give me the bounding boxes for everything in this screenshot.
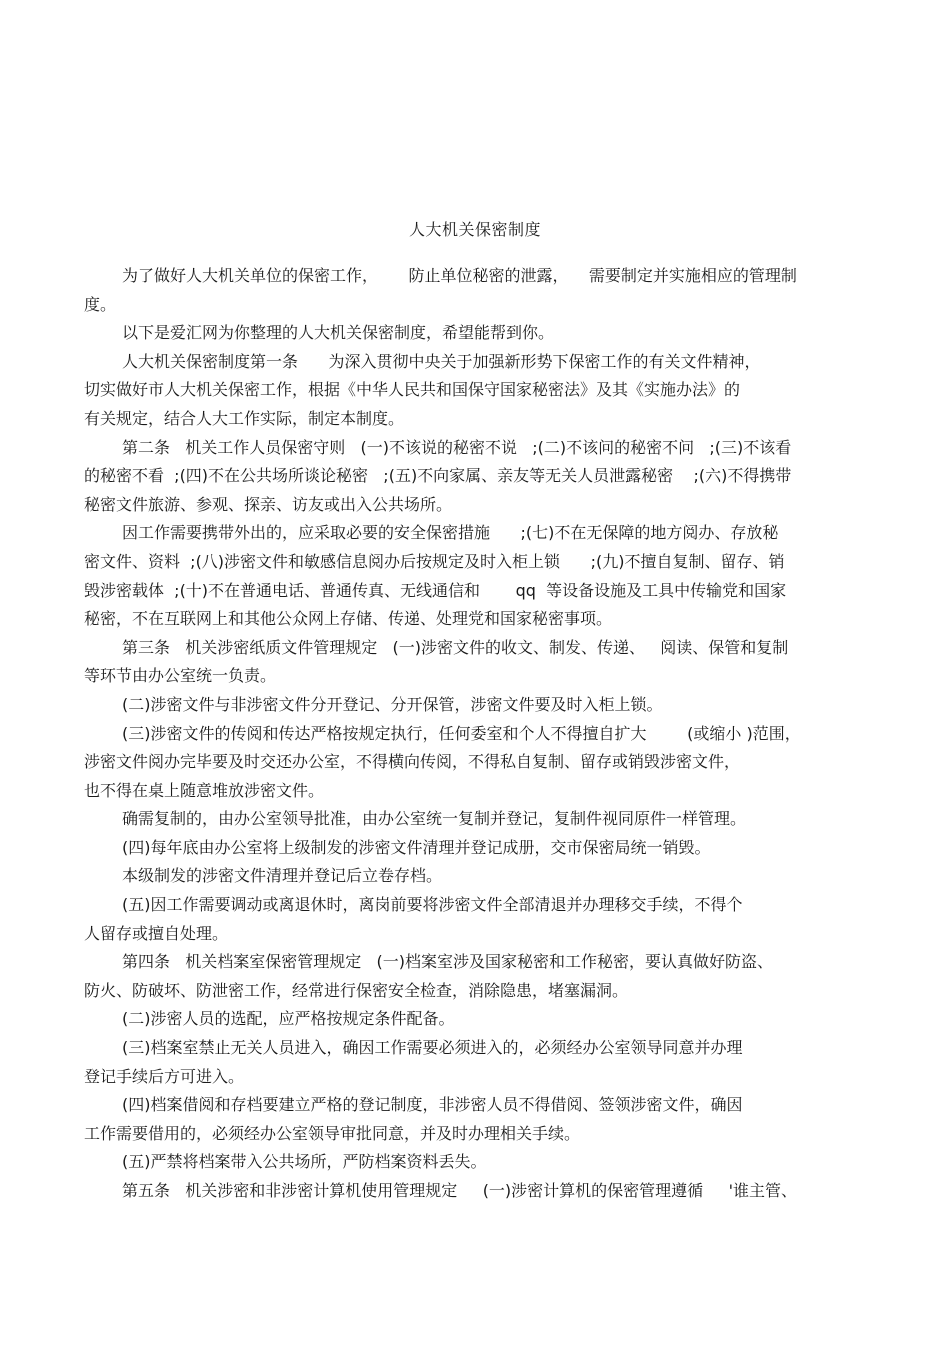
text-line: 等环节由办公室统一负责。 bbox=[84, 666, 277, 686]
text-line: (四)档案借阅和存档要建立严格的登记制度，非涉密人员不得借阅、签领涉密文件，确因 bbox=[122, 1095, 743, 1115]
text-line: 以下是爱汇网为你整理的人大机关保密制度，希望能帮到你。 bbox=[122, 323, 555, 343]
text-line: (三)涉密文件的传阅和传达严格按规定执行，任何委室和个人不得擅自扩大 (或缩小 )范围， bbox=[122, 723, 801, 743]
text-line: 毁涉密载体 ;(十)不在普通电话、普通传真、无线通信和 qq 等设备设施及工具中传输党和国家 bbox=[84, 580, 787, 600]
text-line: 为了做好人大机关单位的保密工作， 防止单位秘密的泄露， 需要制定并实施相应的管理制 bbox=[122, 266, 797, 285]
text-line: 第二条 机关工作人员保密守则 (一)不该说的秘密不说 ;(二)不该问的秘密不问 ;(三)不该看 bbox=[122, 437, 792, 457]
text-line: 密文件、资料 ;(八)涉密文件和敏感信息阅办后按规定及时入柜上锁 ;(九)不擅自复制、留存、销 bbox=[84, 551, 785, 571]
text-line: (五)严禁将档案带入公共场所，严防档案资料丢失。 bbox=[122, 1152, 487, 1172]
text-line: 的秘密不看 ;(四)不在公共场所谈论秘密 ;(五)不向家属、亲友等无关人员泄露秘密 ;(六)不得携带 bbox=[84, 466, 792, 486]
text-line: (三)档案室禁止无关人员进入，确因工作需要必须进入的，必须经办公室领导同意并办理 bbox=[122, 1038, 743, 1058]
text-line: (四)每年底由办公室将上级制发的涉密文件清理并登记成册，交市保密局统一销毁。 bbox=[122, 837, 711, 857]
text-line: 涉密文件阅办完毕要及时交还办公室，不得横向传阅，不得私自复制、留存或销毁涉密文件， bbox=[84, 752, 741, 772]
text-line: (五)因工作需要调动或离退休时，离岗前要将涉密文件全部清退并办理移交手续，不得个 bbox=[122, 895, 743, 915]
text-line: 登记手续后方可进入。 bbox=[84, 1066, 245, 1086]
text-line: 工作需要借用的，必须经办公室领导审批同意，并及时办理相关手续。 bbox=[84, 1123, 581, 1143]
text-line: 第五条 机关涉密和非涉密计算机使用管理规定 (一)涉密计算机的保密管理遵循 '谁主管、 bbox=[122, 1181, 798, 1200]
text-line: (二)涉密人员的选配，应严格按规定条件配备。 bbox=[122, 1009, 455, 1029]
text-line: 也不得在桌上随意堆放涉密文件。 bbox=[84, 780, 325, 800]
text-line: 有关规定，结合人大工作实际，制定本制度。 bbox=[84, 408, 405, 428]
text-line: (二)涉密文件与非涉密文件分开登记、分开保管，涉密文件要及时入柜上锁。 bbox=[122, 694, 663, 714]
text-line: 秘密，不在互联网上和其他公众网上存储、传递、处理党和国家秘密事项。 bbox=[84, 609, 613, 629]
document-body bbox=[84, 262, 864, 1206]
text-line: 度。 bbox=[84, 294, 117, 314]
document-title: 人大机关保密制度 bbox=[408, 220, 541, 239]
text-line: 第四条 机关档案室保密管理规定 (一)档案室涉及国家秘密和工作秘密，要认真做好防盗、 bbox=[122, 952, 774, 972]
text-line: 人大机关保密制度第一条 为深入贯彻中央关于加强新形势下保密工作的有关文件精神， bbox=[122, 351, 761, 371]
text-line: 第三条 机关涉密纸质文件管理规定 (一)涉密文件的收文、制发、传递、 阅读、保管和复制 bbox=[122, 637, 789, 657]
text-line: 秘密文件旅游、参观、探亲、访友或出入公共场所。 bbox=[84, 494, 453, 514]
text-line: 人留存或擅自处理。 bbox=[84, 923, 229, 943]
text-line: 本级制发的涉密文件清理并登记后立卷存档。 bbox=[122, 866, 443, 886]
text-line: 防火、防破坏、防泄密工作，经常进行保密安全检查，消除隐患，堵塞漏洞。 bbox=[84, 980, 629, 1000]
text-line: 切实做好市人大机关保密工作，根据《中华人民共和国保守国家秘密法》及其《实施办法》的 bbox=[84, 380, 741, 400]
text-line: 因工作需要携带外出的，应采取必要的安全保密措施 ;(七)不在无保障的地方阅办、存放秘 bbox=[122, 523, 779, 543]
text-line: 确需复制的，由办公室领导批准，由办公室统一复制并登记，复制件视同原件一样管理。 bbox=[122, 809, 747, 829]
